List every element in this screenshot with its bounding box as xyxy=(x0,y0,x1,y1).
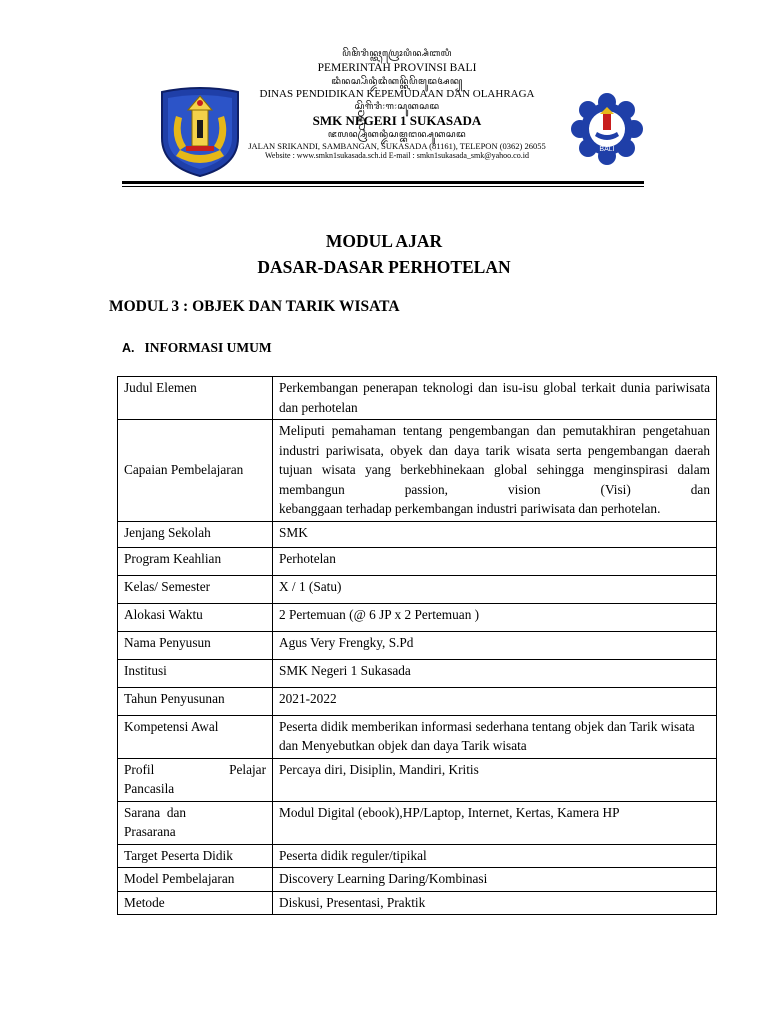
title-line-1: MODUL AJAR xyxy=(325,231,443,251)
table-row xyxy=(118,868,717,892)
table-row xyxy=(118,715,717,758)
row-value: Modul Digital (ebook),HP/Laptop, Internet, Kertas, Kamera HP xyxy=(273,801,717,844)
row-value: Perhotelan xyxy=(273,547,717,575)
row-value xyxy=(273,420,717,522)
school-contact: Website : www.smkn1sukasada.sch.id E-mail : smkn1sukasada_smk@yahoo.co.id xyxy=(265,150,529,160)
bali-province-emblem xyxy=(156,86,244,178)
balinese-script-line: ꦥꦼꦩꦼꦫꦶꦤ꧀ꦠꦃꦥꦿꦺꦴꦥꦶꦤ꧀ꦱꦶꦧꦭꦶ xyxy=(342,48,452,58)
document-title xyxy=(0,228,768,280)
table-row xyxy=(118,659,717,687)
row-label: Nama Penyusun xyxy=(118,631,273,659)
row-label: Judul Elemen xyxy=(118,377,273,420)
table-row xyxy=(118,377,717,420)
row-label xyxy=(118,758,273,801)
row-label-word: Profil xyxy=(124,761,155,777)
row-value: SMK xyxy=(273,521,717,547)
section-heading xyxy=(122,340,272,356)
table-row xyxy=(118,575,717,603)
row-value: Perkembangan penerapan teknologi dan isu-isu global terkait dunia pariwisata dan perhotelan xyxy=(273,377,717,420)
letterhead-divider-thin xyxy=(122,186,644,187)
section-title: INFORMASI UMUM xyxy=(144,340,272,355)
bali-education-logo xyxy=(570,92,644,166)
row-label: Metode xyxy=(118,891,273,915)
dinas-name: DINAS PENDIDIKAN KEPEMUDAAN DAN OLAHRAGA xyxy=(259,87,535,100)
row-label xyxy=(118,420,273,522)
row-label: Institusi xyxy=(118,659,273,687)
row-label xyxy=(118,801,273,844)
table-row xyxy=(118,758,717,801)
balinese-script-line: ꦢꦶꦤꦱ꧀ꦥꦼꦤ꧀ꦢꦶꦢꦶꦏꦤ꧀ꦏꦼꦥꦼꦩꦸꦢꦄꦤ꧀ xyxy=(331,75,463,86)
row-label-word: Sarana xyxy=(124,804,161,820)
table-row xyxy=(118,801,717,844)
table-row xyxy=(118,687,717,715)
row-value-text: Meliputi pemahaman tentang pengembangan dan pemutakhiran pengetahuan industri pariwisata, obyek dan daya tarik wisata serta pengembangan daerah tujuan wisata yang berkebhinekaan global sehingga menginspirasi dalam membangun passion, vision (Visi) dan xyxy=(279,423,710,497)
row-value: Discovery Learning Daring/Kombinasi xyxy=(273,868,717,892)
bali-logo-label: BALI xyxy=(599,146,615,153)
row-label: Kompetensi Awal xyxy=(118,715,273,758)
row-label-line: Prasarana xyxy=(124,824,176,839)
row-label-word: dan xyxy=(166,804,187,820)
row-label: Target Peserta Didik xyxy=(118,844,273,868)
table-row xyxy=(118,420,717,522)
row-label: Program Keahlian xyxy=(118,547,273,575)
row-value: Peserta didik reguler/tipikal xyxy=(273,844,717,868)
pemprov-name: PEMERINTAH PROVINSI BALI xyxy=(317,62,477,74)
row-value: 2021-2022 xyxy=(273,687,717,715)
row-label-line xyxy=(124,803,266,823)
letterhead-text xyxy=(232,48,562,160)
section-letter: A. xyxy=(122,341,135,355)
general-info-table xyxy=(117,376,717,915)
row-value: Agus Very Frengky, S.Pd xyxy=(273,631,717,659)
row-label: Kelas/ Semester xyxy=(118,575,273,603)
row-value: SMK Negeri 1 Sukasada xyxy=(273,659,717,687)
table-row xyxy=(118,891,717,915)
table-row xyxy=(118,631,717,659)
school-name: SMK NEGERI 1 SUKASADA xyxy=(312,112,482,128)
balinese-script-line: ꦗꦭꦤ꧀ꦱꦿꦶꦏꦤ꧀ꦢꦶꦱꦩ꧀ꦧꦔꦤ꧀ꦱꦸꦏꦱꦢ xyxy=(327,128,467,139)
table-row xyxy=(118,603,717,631)
row-label: Jenjang Sekolah xyxy=(118,521,273,547)
balinese-script-line: ꦱ꧀ꦩ꧀ꦏ꧀ꦤꦼꦒꦼꦫꦶ꧇꧑꧇ꦱꦸꦏꦱꦢ xyxy=(354,100,440,111)
row-label-word: Pelajar xyxy=(229,761,266,777)
row-value: X / 1 (Satu) xyxy=(273,575,717,603)
row-label-line: Pancasila xyxy=(124,781,175,796)
table-row xyxy=(118,521,717,547)
row-value: 2 Pertemuan (@ 6 JP x 2 Pertemuan ) xyxy=(273,603,717,631)
row-value-text: kebanggaan terhadap perkembangan industri pariwisata dan perhotelan. xyxy=(279,501,661,516)
school-address: JALAN SRIKANDI, SAMBANGAN, SUKASADA (81161), TELEPON (0362) 26055 xyxy=(248,140,546,151)
row-label: Alokasi Waktu xyxy=(118,603,273,631)
table-row xyxy=(118,844,717,868)
table-row xyxy=(118,547,717,575)
row-label: Model Pembelajaran xyxy=(118,868,273,892)
row-label-text: Capaian Pembelajaran xyxy=(124,462,244,477)
row-value: Diskusi, Presentasi, Praktik xyxy=(273,891,717,915)
row-value: Peserta didik memberikan informasi sederhana tentang objek dan Tarik wisata dan Menyebutkan objek dan daya Tarik wisata xyxy=(273,715,717,758)
letterhead xyxy=(122,48,644,188)
title-line-2: DASAR-DASAR PERHOTELAN xyxy=(257,257,511,277)
row-label-line xyxy=(124,760,266,780)
letterhead-divider-thick xyxy=(122,181,644,184)
module-heading: MODUL 3 : OBJEK DAN TARIK WISATA xyxy=(109,298,400,315)
row-value: Percaya diri, Disiplin, Mandiri, Kritis xyxy=(273,758,717,801)
row-label: Tahun Penyusunan xyxy=(118,687,273,715)
